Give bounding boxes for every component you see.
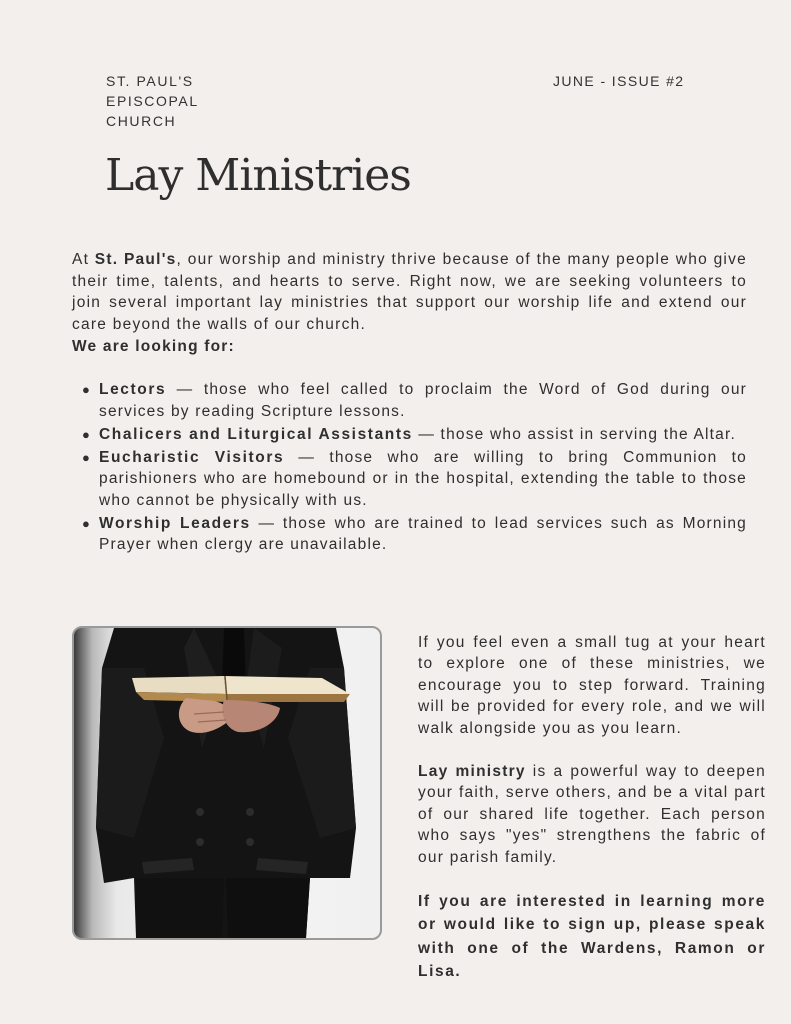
ministry-name: Chalicers and Liturgical Assistants (99, 425, 413, 443)
ministry-name: Lectors (99, 381, 167, 398)
side-column (418, 632, 766, 1006)
list-item (82, 424, 747, 446)
looking-for-heading: We are looking for: (72, 338, 235, 355)
intro-lead: At (72, 251, 95, 268)
intro-church-name: St. Paul's (94, 251, 177, 268)
church-name-line-2: EPISCOPAL (106, 93, 199, 109)
bible-reader-photo (72, 626, 382, 940)
call-to-action: If you are interested in learning more or would like to sign up, please speak with one of the Wardens, Ramon or Lisa. (418, 893, 766, 981)
ministry-name: Eucharistic Visitors (99, 448, 285, 466)
encouragement-paragraph: If you feel even a small tug at your heart to explore one of these ministries, we encourage you to step forward. Training will be provided for every role, and we will walk alongside you as you learn. (418, 634, 766, 737)
church-name (106, 71, 199, 131)
intro-paragraph (72, 249, 747, 335)
list-item (82, 447, 747, 512)
intro-text: , our worship and ministry thrive because of the many people who give their time, talents, and hearts to serve. Right now, we are seeking volunteers to join several important lay ministries that support our worship life and extend our care beyond the walls of our church. (72, 251, 748, 333)
lay-ministry-text: is a powerful way to deepen your faith, serve others, and be a vital part of our shared life together. Each person who says "yes" strengthens the fabric of our parish family. (418, 763, 767, 866)
page-title: Lay Ministries (105, 150, 411, 201)
lay-ministry-term: Lay ministry (418, 763, 526, 781)
person-holding-bible-icon (74, 628, 380, 938)
ministry-description: — those who assist in serving the Altar. (412, 425, 737, 443)
ministry-description: — those who are willing to bring Communion to parishioners who are homebound or in the hospital, extending the table to those who cannot be physically with us. (99, 448, 747, 509)
ministry-list (82, 379, 748, 557)
bullet-icon: ● (82, 382, 92, 397)
list-item (82, 379, 747, 422)
church-name-line-1: ST. PAUL'S (106, 73, 194, 89)
ministry-description: — those who feel called to proclaim the Word of God during our services by reading Scripture lessons. (99, 381, 747, 420)
bullet-icon: ● (82, 515, 92, 531)
bullet-icon: ● (82, 426, 92, 442)
lay-ministry-paragraph (418, 761, 766, 868)
bullet-icon: ● (82, 449, 92, 465)
ministry-name: Worship Leaders (99, 514, 251, 532)
ministry-description: — those who are trained to lead services such as Morning Prayer when clergy are unavailable. (99, 514, 748, 554)
church-name-line-3: CHURCH (106, 113, 177, 129)
list-item (82, 513, 748, 556)
issue-label: JUNE - ISSUE #2 (553, 73, 685, 89)
